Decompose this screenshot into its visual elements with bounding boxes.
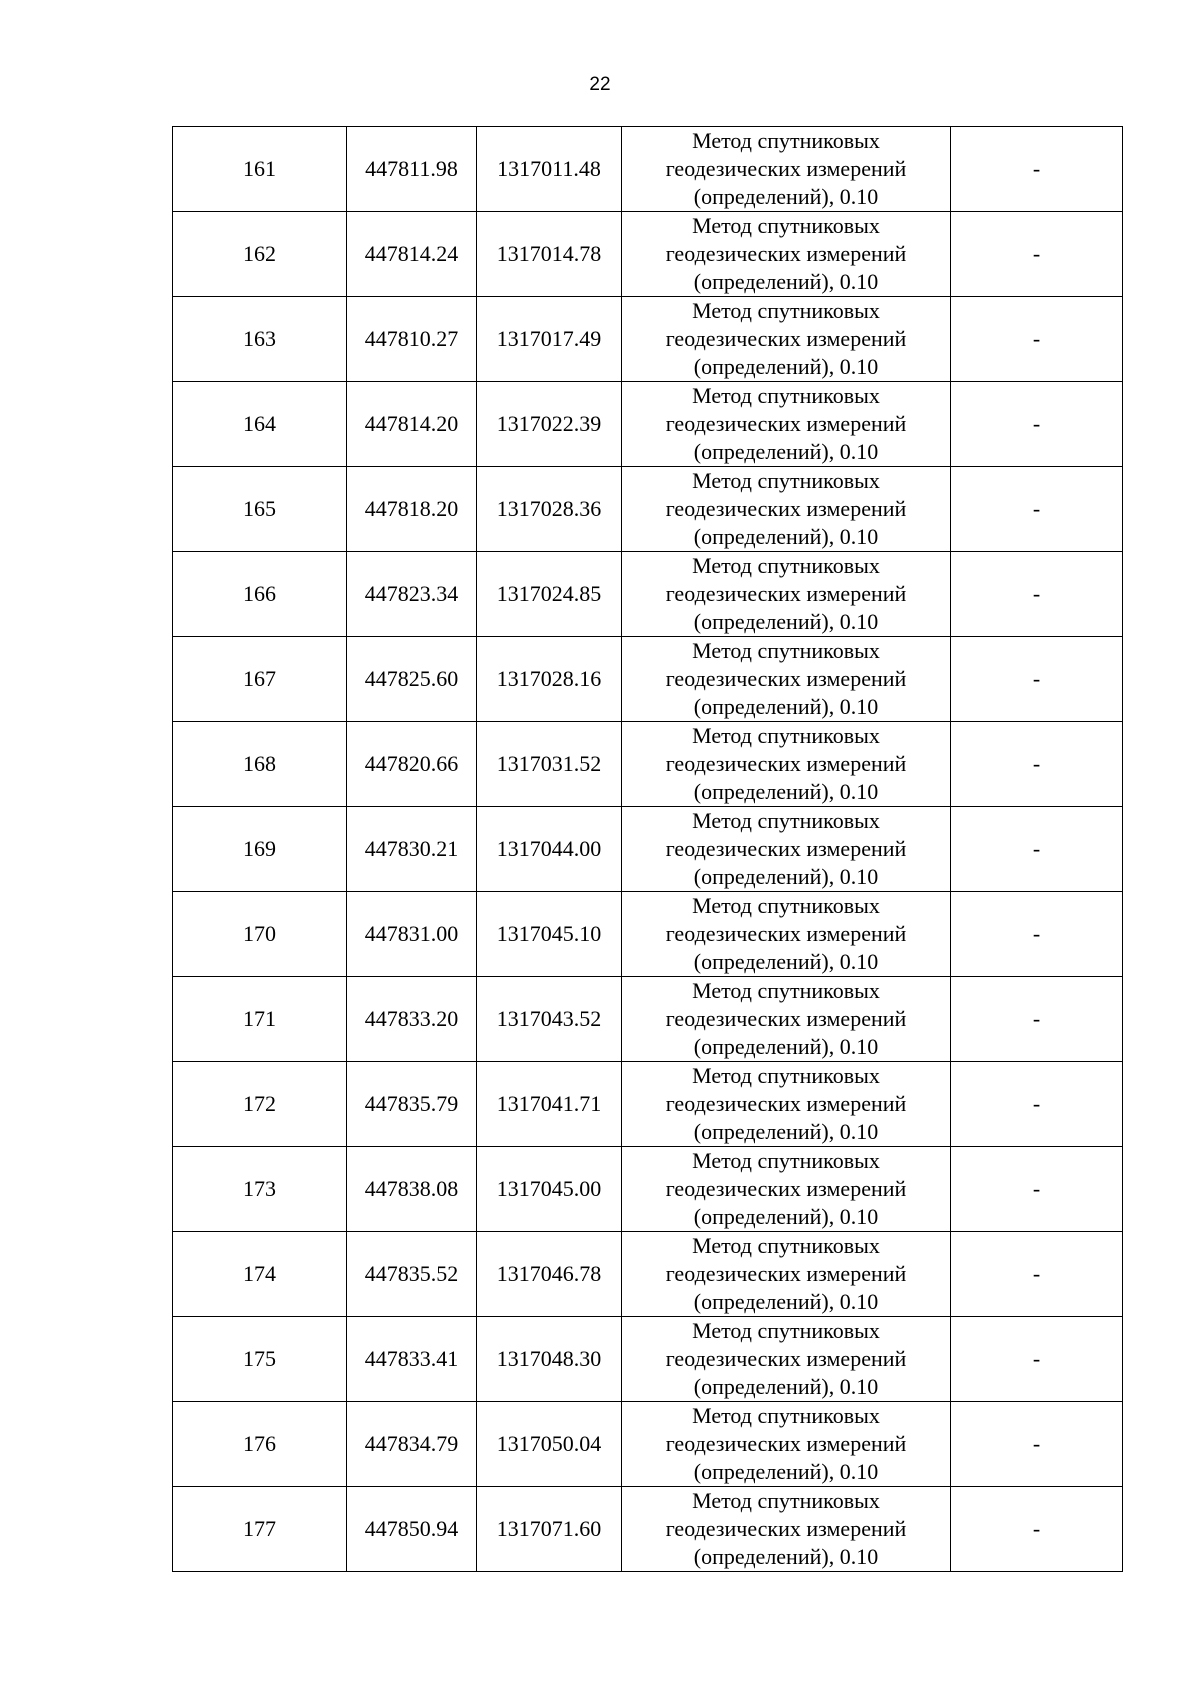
point-number-cell: 163: [173, 297, 347, 382]
method-line: (определений), 0.10: [693, 354, 879, 379]
point-number-cell: 161: [173, 127, 347, 212]
method-line: Метод спутниковых: [692, 468, 880, 493]
method-line: (определений), 0.10: [693, 184, 879, 209]
x-coordinate-cell: 447823.34: [347, 552, 477, 637]
note-cell: -: [951, 722, 1123, 807]
method-line: (определений), 0.10: [693, 864, 879, 889]
x-coordinate-cell: 447814.20: [347, 382, 477, 467]
method-line: (определений), 0.10: [693, 609, 879, 634]
method-line: Метод спутниковых: [692, 1233, 880, 1258]
coordinates-table: [172, 126, 1123, 1572]
method-line: Метод спутниковых: [692, 1403, 880, 1428]
table-row: [173, 382, 1123, 467]
note-cell: -: [951, 1402, 1123, 1487]
note-cell: -: [951, 127, 1123, 212]
x-coordinate-cell: 447820.66: [347, 722, 477, 807]
point-number-cell: 170: [173, 892, 347, 977]
method-line: геодезических измерений: [665, 1431, 907, 1456]
y-coordinate-cell: 1317011.48: [477, 127, 622, 212]
y-coordinate-cell: 1317044.00: [477, 807, 622, 892]
x-coordinate-cell: 447818.20: [347, 467, 477, 552]
point-number-cell: 173: [173, 1147, 347, 1232]
method-line: (определений), 0.10: [693, 1119, 879, 1144]
method-line: (определений), 0.10: [693, 1459, 879, 1484]
x-coordinate-cell: 447831.00: [347, 892, 477, 977]
note-cell: -: [951, 1232, 1123, 1317]
y-coordinate-cell: 1317014.78: [477, 212, 622, 297]
y-coordinate-cell: 1317022.39: [477, 382, 622, 467]
point-number-cell: 176: [173, 1402, 347, 1487]
method-line: геодезических измерений: [665, 1176, 907, 1201]
note-cell: -: [951, 1062, 1123, 1147]
x-coordinate-cell: 447833.20: [347, 977, 477, 1062]
method-cell: [622, 1232, 951, 1317]
method-line: геодезических измерений: [665, 581, 907, 606]
method-line: (определений), 0.10: [693, 524, 879, 549]
method-line: Метод спутниковых: [692, 808, 880, 833]
method-line: геодезических измерений: [665, 496, 907, 521]
method-line: (определений), 0.10: [693, 269, 879, 294]
x-coordinate-cell: 447833.41: [347, 1317, 477, 1402]
note-cell: -: [951, 297, 1123, 382]
note-cell: -: [951, 212, 1123, 297]
point-number-cell: 177: [173, 1487, 347, 1572]
table-row: [173, 977, 1123, 1062]
point-number-cell: 167: [173, 637, 347, 722]
note-cell: -: [951, 1487, 1123, 1572]
point-number-cell: 165: [173, 467, 347, 552]
point-number-cell: 166: [173, 552, 347, 637]
table-row: [173, 552, 1123, 637]
y-coordinate-cell: 1317045.10: [477, 892, 622, 977]
method-line: геодезических измерений: [665, 241, 907, 266]
method-cell: [622, 892, 951, 977]
table-row: [173, 892, 1123, 977]
note-cell: -: [951, 1147, 1123, 1232]
page-number: 22: [589, 74, 611, 95]
method-line: (определений), 0.10: [693, 1374, 879, 1399]
note-cell: -: [951, 467, 1123, 552]
y-coordinate-cell: 1317046.78: [477, 1232, 622, 1317]
table-row: [173, 1317, 1123, 1402]
method-cell: [622, 382, 951, 467]
note-cell: -: [951, 977, 1123, 1062]
x-coordinate-cell: 447814.24: [347, 212, 477, 297]
method-cell: [622, 977, 951, 1062]
x-coordinate-cell: 447810.27: [347, 297, 477, 382]
method-line: Метод спутниковых: [692, 553, 880, 578]
table-row: [173, 807, 1123, 892]
method-line: геодезических измерений: [665, 666, 907, 691]
method-line: геодезических измерений: [665, 1346, 907, 1371]
y-coordinate-cell: 1317017.49: [477, 297, 622, 382]
table-row: [173, 1062, 1123, 1147]
y-coordinate-cell: 1317028.36: [477, 467, 622, 552]
method-line: Метод спутниковых: [692, 1148, 880, 1173]
method-cell: [622, 212, 951, 297]
method-line: Метод спутниковых: [692, 1318, 880, 1343]
method-line: Метод спутниковых: [692, 298, 880, 323]
method-cell: [622, 552, 951, 637]
note-cell: -: [951, 637, 1123, 722]
method-line: геодезических измерений: [665, 921, 907, 946]
point-number-cell: 172: [173, 1062, 347, 1147]
method-cell: [622, 1062, 951, 1147]
x-coordinate-cell: 447835.52: [347, 1232, 477, 1317]
method-cell: [622, 467, 951, 552]
method-line: Метод спутниковых: [692, 893, 880, 918]
method-cell: [622, 297, 951, 382]
table-row: [173, 1487, 1123, 1572]
table-row: [173, 1232, 1123, 1317]
x-coordinate-cell: 447811.98: [347, 127, 477, 212]
method-line: геодезических измерений: [665, 1516, 907, 1541]
method-line: Метод спутниковых: [692, 723, 880, 748]
method-line: (определений), 0.10: [693, 694, 879, 719]
method-line: (определений), 0.10: [693, 1034, 879, 1059]
point-number-cell: 162: [173, 212, 347, 297]
note-cell: -: [951, 807, 1123, 892]
table-row: [173, 1147, 1123, 1232]
method-line: Метод спутниковых: [692, 383, 880, 408]
x-coordinate-cell: 447835.79: [347, 1062, 477, 1147]
method-line: (определений), 0.10: [693, 439, 879, 464]
table-body: [173, 127, 1123, 1572]
method-line: Метод спутниковых: [692, 1063, 880, 1088]
point-number-cell: 174: [173, 1232, 347, 1317]
method-line: геодезических измерений: [665, 1091, 907, 1116]
method-line: геодезических измерений: [665, 156, 907, 181]
point-number-cell: 164: [173, 382, 347, 467]
method-line: Метод спутниковых: [692, 978, 880, 1003]
method-line: Метод спутниковых: [692, 213, 880, 238]
method-cell: [622, 1487, 951, 1572]
table-row: [173, 297, 1123, 382]
method-line: (определений), 0.10: [693, 1289, 879, 1314]
y-coordinate-cell: 1317050.04: [477, 1402, 622, 1487]
method-line: геодезических измерений: [665, 1006, 907, 1031]
method-line: (определений), 0.10: [693, 779, 879, 804]
point-number-cell: 171: [173, 977, 347, 1062]
method-cell: [622, 722, 951, 807]
y-coordinate-cell: 1317028.16: [477, 637, 622, 722]
method-cell: [622, 127, 951, 212]
y-coordinate-cell: 1317045.00: [477, 1147, 622, 1232]
point-number-cell: 169: [173, 807, 347, 892]
note-cell: -: [951, 1317, 1123, 1402]
note-cell: -: [951, 552, 1123, 637]
method-line: (определений), 0.10: [693, 1204, 879, 1229]
method-cell: [622, 637, 951, 722]
method-cell: [622, 1402, 951, 1487]
method-line: (определений), 0.10: [693, 1544, 879, 1569]
method-line: геодезических измерений: [665, 751, 907, 776]
method-cell: [622, 1317, 951, 1402]
y-coordinate-cell: 1317071.60: [477, 1487, 622, 1572]
y-coordinate-cell: 1317043.52: [477, 977, 622, 1062]
method-line: Метод спутниковых: [692, 128, 880, 153]
point-number-cell: 168: [173, 722, 347, 807]
y-coordinate-cell: 1317024.85: [477, 552, 622, 637]
x-coordinate-cell: 447838.08: [347, 1147, 477, 1232]
y-coordinate-cell: 1317041.71: [477, 1062, 622, 1147]
note-cell: -: [951, 382, 1123, 467]
table-row: [173, 1402, 1123, 1487]
table-row: [173, 637, 1123, 722]
method-line: геодезических измерений: [665, 1261, 907, 1286]
y-coordinate-cell: 1317048.30: [477, 1317, 622, 1402]
table-row: [173, 722, 1123, 807]
x-coordinate-cell: 447834.79: [347, 1402, 477, 1487]
note-cell: -: [951, 892, 1123, 977]
method-line: Метод спутниковых: [692, 1488, 880, 1513]
table-row: [173, 467, 1123, 552]
point-number-cell: 175: [173, 1317, 347, 1402]
method-line: Метод спутниковых: [692, 638, 880, 663]
method-cell: [622, 1147, 951, 1232]
x-coordinate-cell: 447830.21: [347, 807, 477, 892]
method-line: (определений), 0.10: [693, 949, 879, 974]
x-coordinate-cell: 447825.60: [347, 637, 477, 722]
method-line: геодезических измерений: [665, 836, 907, 861]
y-coordinate-cell: 1317031.52: [477, 722, 622, 807]
method-cell: [622, 807, 951, 892]
method-line: геодезических измерений: [665, 411, 907, 436]
method-line: геодезических измерений: [665, 326, 907, 351]
x-coordinate-cell: 447850.94: [347, 1487, 477, 1572]
table-row: [173, 212, 1123, 297]
table-row: [173, 127, 1123, 212]
